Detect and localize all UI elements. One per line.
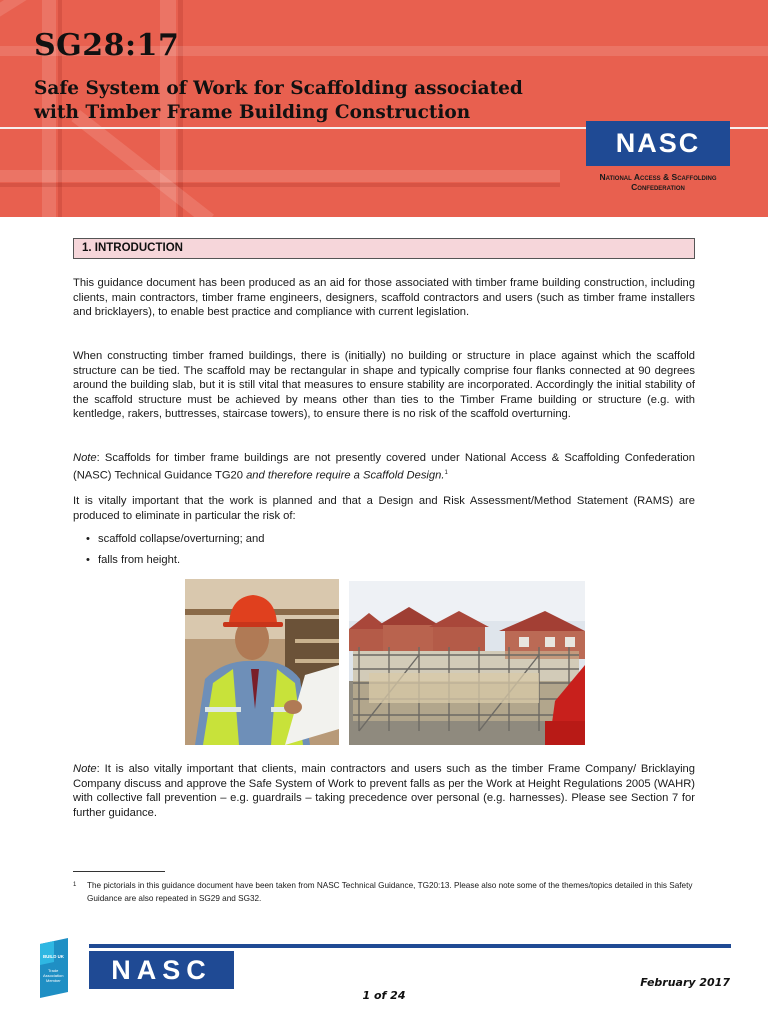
document-title-line: Safe System of Work for Scaffolding associated xyxy=(34,78,523,99)
note-text: : It is also vitally important that clients, main contractors and users such as the timber Frame Company/ Bricklaying Company discuss and approve the Safe System of Work to prevent falls as per the Work at Height Regulations 2005 (WAHR) with collective fall prevention – e.g. guardrails – taking precedence over personal (e.g. harnesses). Please see Section 7 for further guidance. xyxy=(73,763,695,819)
badge-text: BUILD UK xyxy=(43,954,64,959)
photo-site-worker xyxy=(185,579,339,745)
note-label: Note xyxy=(73,452,97,464)
note-tg20 xyxy=(73,451,695,483)
paragraph-intro: This guidance document has been produced as an aid for those associated with timber frame building construction, including clients, main contractors, timber frame engineers, designers, scaffold contractors and users (such as timber frame installers and bricklayers), to enable best practice and compliance with current legislation. xyxy=(73,277,695,319)
footnote-number: 1 xyxy=(73,882,77,888)
scaffold-pipe-decoration xyxy=(0,183,560,187)
note-italic-text: and therefore require a Scaffold Design. xyxy=(246,469,445,482)
scaffold-site-image xyxy=(349,581,585,745)
footnote-text: The pictorials in this guidance document have been taken from NASC Technical Guidance, TG20:13. Please also note some of the themes/topics detailed in this Safety Guidance are also repeated in SG29 and SG32. xyxy=(87,881,693,903)
paragraph-construction: When constructing timber framed buildings, there is (initially) no building or structure in place against which the scaffold structure can be tied. The scaffold may be rectangular in shape and typically comprise four flanks connected at 90 degrees around the building slab, but it is still vital that measures to ensure stability are incorporated. Accordingly the initial stability of the scaffold structure must be achieved by means other than ties to the Timber Frame building or structure (e.g. with kentledge, rakers, buttresses, staircase towers), to ensure there is no risk of the scaffold overturning. xyxy=(73,350,695,421)
nasc-subtitle-line: Confederation xyxy=(631,182,685,192)
document-code: SG28:17 xyxy=(34,28,180,63)
nasc-logo: NASC xyxy=(586,121,730,166)
nasc-logo-subtitle xyxy=(586,172,730,192)
badge-text: Association xyxy=(43,973,64,978)
section-heading-introduction: 1. INTRODUCTION xyxy=(73,238,695,259)
document-title xyxy=(34,77,594,125)
page-number: 1 of 24 xyxy=(362,989,406,1002)
publication-date: February 2017 xyxy=(640,976,730,989)
footnote-ref[interactable]: 1 xyxy=(444,469,448,476)
badge-text: Member xyxy=(46,978,61,983)
list-item xyxy=(86,532,264,546)
site-worker-image xyxy=(185,579,339,745)
paragraph-rams: It is vitally important that the work is planned and that a Design and Risk Assessment/Method Statement (RAMS) are produced to eliminate in particular the risk of: xyxy=(73,495,695,522)
bullet-marker: • xyxy=(86,554,90,566)
note-text: : Scaffolds for timber frame buildings are not presently covered under National Access & Scaffolding Confederation (NASC) Technical Guidance TG20 xyxy=(73,452,695,482)
bullet-marker: • xyxy=(86,533,90,545)
footnote xyxy=(73,879,695,905)
list-item-text: falls from height. xyxy=(98,554,181,566)
footnote-rule xyxy=(73,871,165,872)
nasc-subtitle-line: National Access & Scaffolding xyxy=(599,172,717,182)
scaffold-pipe-decoration xyxy=(0,170,560,182)
footer-rule xyxy=(89,944,731,948)
badge-text: Trade xyxy=(48,968,59,973)
list-item xyxy=(86,553,180,567)
note-label: Note xyxy=(73,763,97,775)
document-title-line: with Timber Frame Building Construction xyxy=(34,102,471,123)
note-fall-prevention xyxy=(73,762,695,820)
photo-scaffold-site xyxy=(349,581,585,745)
list-item-text: scaffold collapse/overturning; and xyxy=(98,533,265,545)
footer-nasc-logo: NASC xyxy=(89,951,234,989)
